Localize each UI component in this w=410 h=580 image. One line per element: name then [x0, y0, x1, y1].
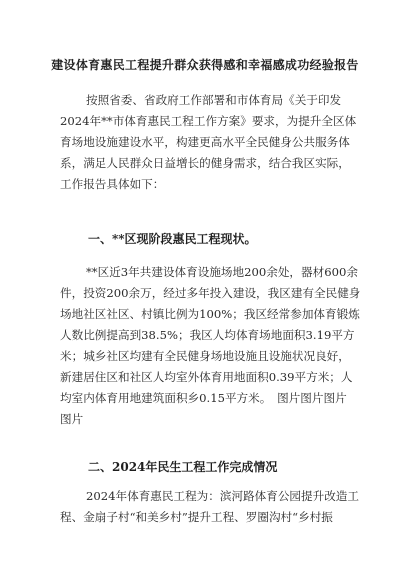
intro-line: 2024年**市体育惠民工程工作方案》要求，为提升全区体 — [60, 114, 357, 128]
section-1-line: 均室内体育用地建筑面积乡0.15平方米。 图片图片图片 — [60, 391, 347, 405]
document-title: 建设体育惠民工程提升群众获得感和幸福感成功经验报告 — [51, 58, 359, 72]
intro-line: 育场地设施建设水平，构建更高水平全民健身公共服务体 — [60, 135, 350, 149]
section-1-line: 新建居住区和社区人均室外体育用地面积0.39平方米；人 — [60, 370, 353, 384]
section-1-line: 人数比例提高到38.5%；我区人均体育场地面积3.19平方 — [60, 328, 355, 342]
intro-line: 工作报告具体如下： — [60, 177, 165, 191]
section-2-line: 程、金扇子村“和美乡村”提升工程、罗圈沟村“乡村振 — [60, 510, 333, 524]
section-1-line: 场地社区社区、村镇比例为100%；我区经常参加体育锻炼 — [60, 307, 360, 321]
intro-paragraph — [60, 90, 356, 195]
section-1-line: 图片 — [60, 412, 84, 426]
section-heading-2: 二、2024年民生工程工作完成情况 — [88, 460, 278, 474]
section-1-line: **区近3年共建设体育设施场地200余处，器材600余 — [86, 265, 358, 279]
intro-line: 按照省委、省政府工作部署和市体育局《关于印发 — [86, 93, 342, 107]
intro-line: 系，满足人民群众日益增长的健身需求，结合我区实际， — [60, 156, 350, 170]
section-2-paragraph — [60, 486, 359, 528]
section-heading-1: 一、**区现阶段惠民工程现状。 — [88, 232, 257, 246]
section-1-line: 件，投资200余万，经过多年投入建设，我区建有全民健身 — [60, 286, 361, 300]
section-2-line: 2024年体育惠民工程为：滨河路体育公园提升改造工 — [86, 489, 359, 503]
section-1-paragraph — [60, 262, 361, 430]
section-1-line: 米；城乡社区均建有全民健身场地设施且设施状况良好， — [60, 349, 350, 363]
